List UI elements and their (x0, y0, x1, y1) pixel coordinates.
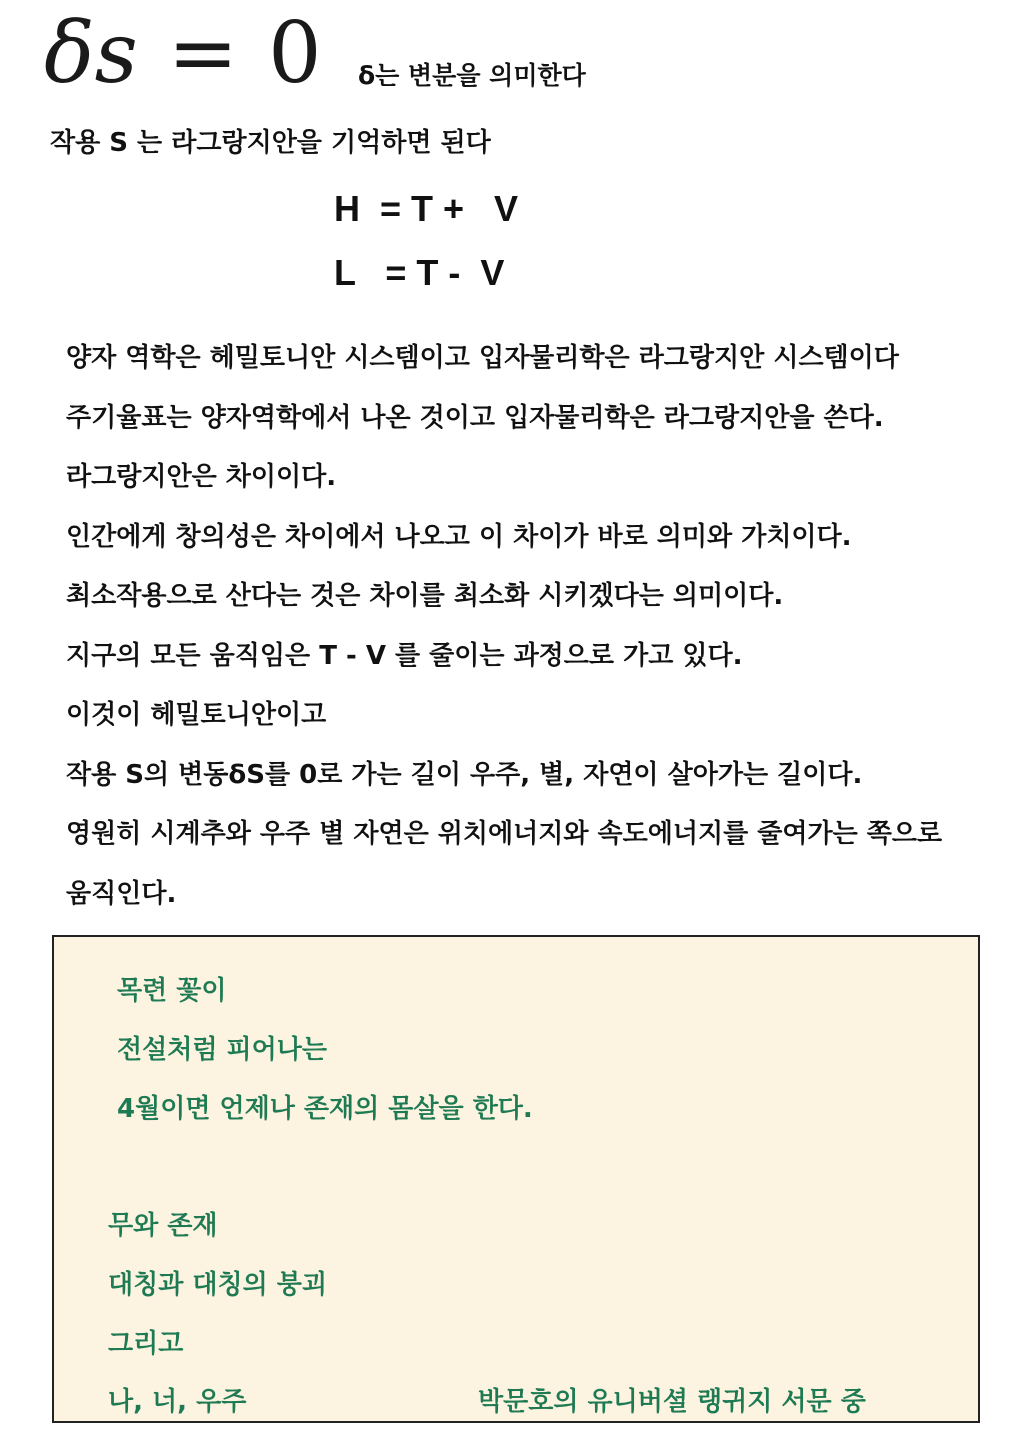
poem-source: 박문호의 유니버셜 랭귀지 서문 중 (478, 1387, 866, 1417)
poem-line: 무와 존재 (108, 1211, 218, 1241)
body-line: 움직인다. (66, 878, 177, 909)
poem-line: 그리고 (108, 1329, 184, 1359)
equation-value: 0 (268, 4, 322, 102)
equation-note: δ는 변분을 의미한다 (358, 61, 586, 90)
body-line: 최소작용으로 산다는 것은 차이를 최소화 시키겠다는 의미이다. (66, 581, 784, 611)
body-line: 지구의 모든 움직임은 T - V 를 줄이는 과정으로 가고 있다. (66, 640, 743, 671)
poem-line: 4월이면 언제나 존재의 몸살을 한다. (117, 1094, 533, 1124)
poem-line: 전설처럼 피어나는 (117, 1035, 327, 1065)
equation-symbol: δs (44, 4, 138, 102)
variation-equation (44, 4, 322, 102)
lagrangian-formula: L = T - V (334, 252, 505, 293)
body-line: 영원히 시계추와 우주 별 자연은 위치에너지와 속도에너지를 줄여가는 쪽으로 (66, 819, 943, 849)
hamiltonian-formula: H = T + V (334, 188, 519, 229)
body-line: 작용 S의 변동δS를 0로 가는 길이 우주, 별, 자연이 살아가는 길이다. (66, 759, 863, 790)
body-line: 양자 역학은 헤밀토니안 시스템이고 입자물리학은 라그랑지안 시스템이다 (66, 343, 899, 373)
poem-line: 나, 너, 우주 (108, 1387, 247, 1417)
poem-line: 목련 꽃이 (117, 976, 227, 1006)
poem-line: 대칭과 대칭의 붕괴 (108, 1270, 328, 1300)
body-line: 라그랑지안은 차이이다. (66, 462, 337, 492)
body-line: 이것이 헤밀토니안이고 (66, 700, 327, 730)
body-paragraph (66, 336, 1006, 931)
equation-operator: = (167, 4, 239, 102)
body-line: 주기율표는 양자역학에서 나온 것이고 입자물리학은 라그랑지안을 쓴다. (66, 402, 884, 433)
poem-box (52, 935, 980, 1423)
body-line: 인간에게 창의성은 차이에서 나오고 이 차이가 바로 의미와 가치이다. (66, 521, 852, 552)
action-note: 작용 S 는 라그랑지안을 기억하면 된다 (50, 128, 491, 158)
